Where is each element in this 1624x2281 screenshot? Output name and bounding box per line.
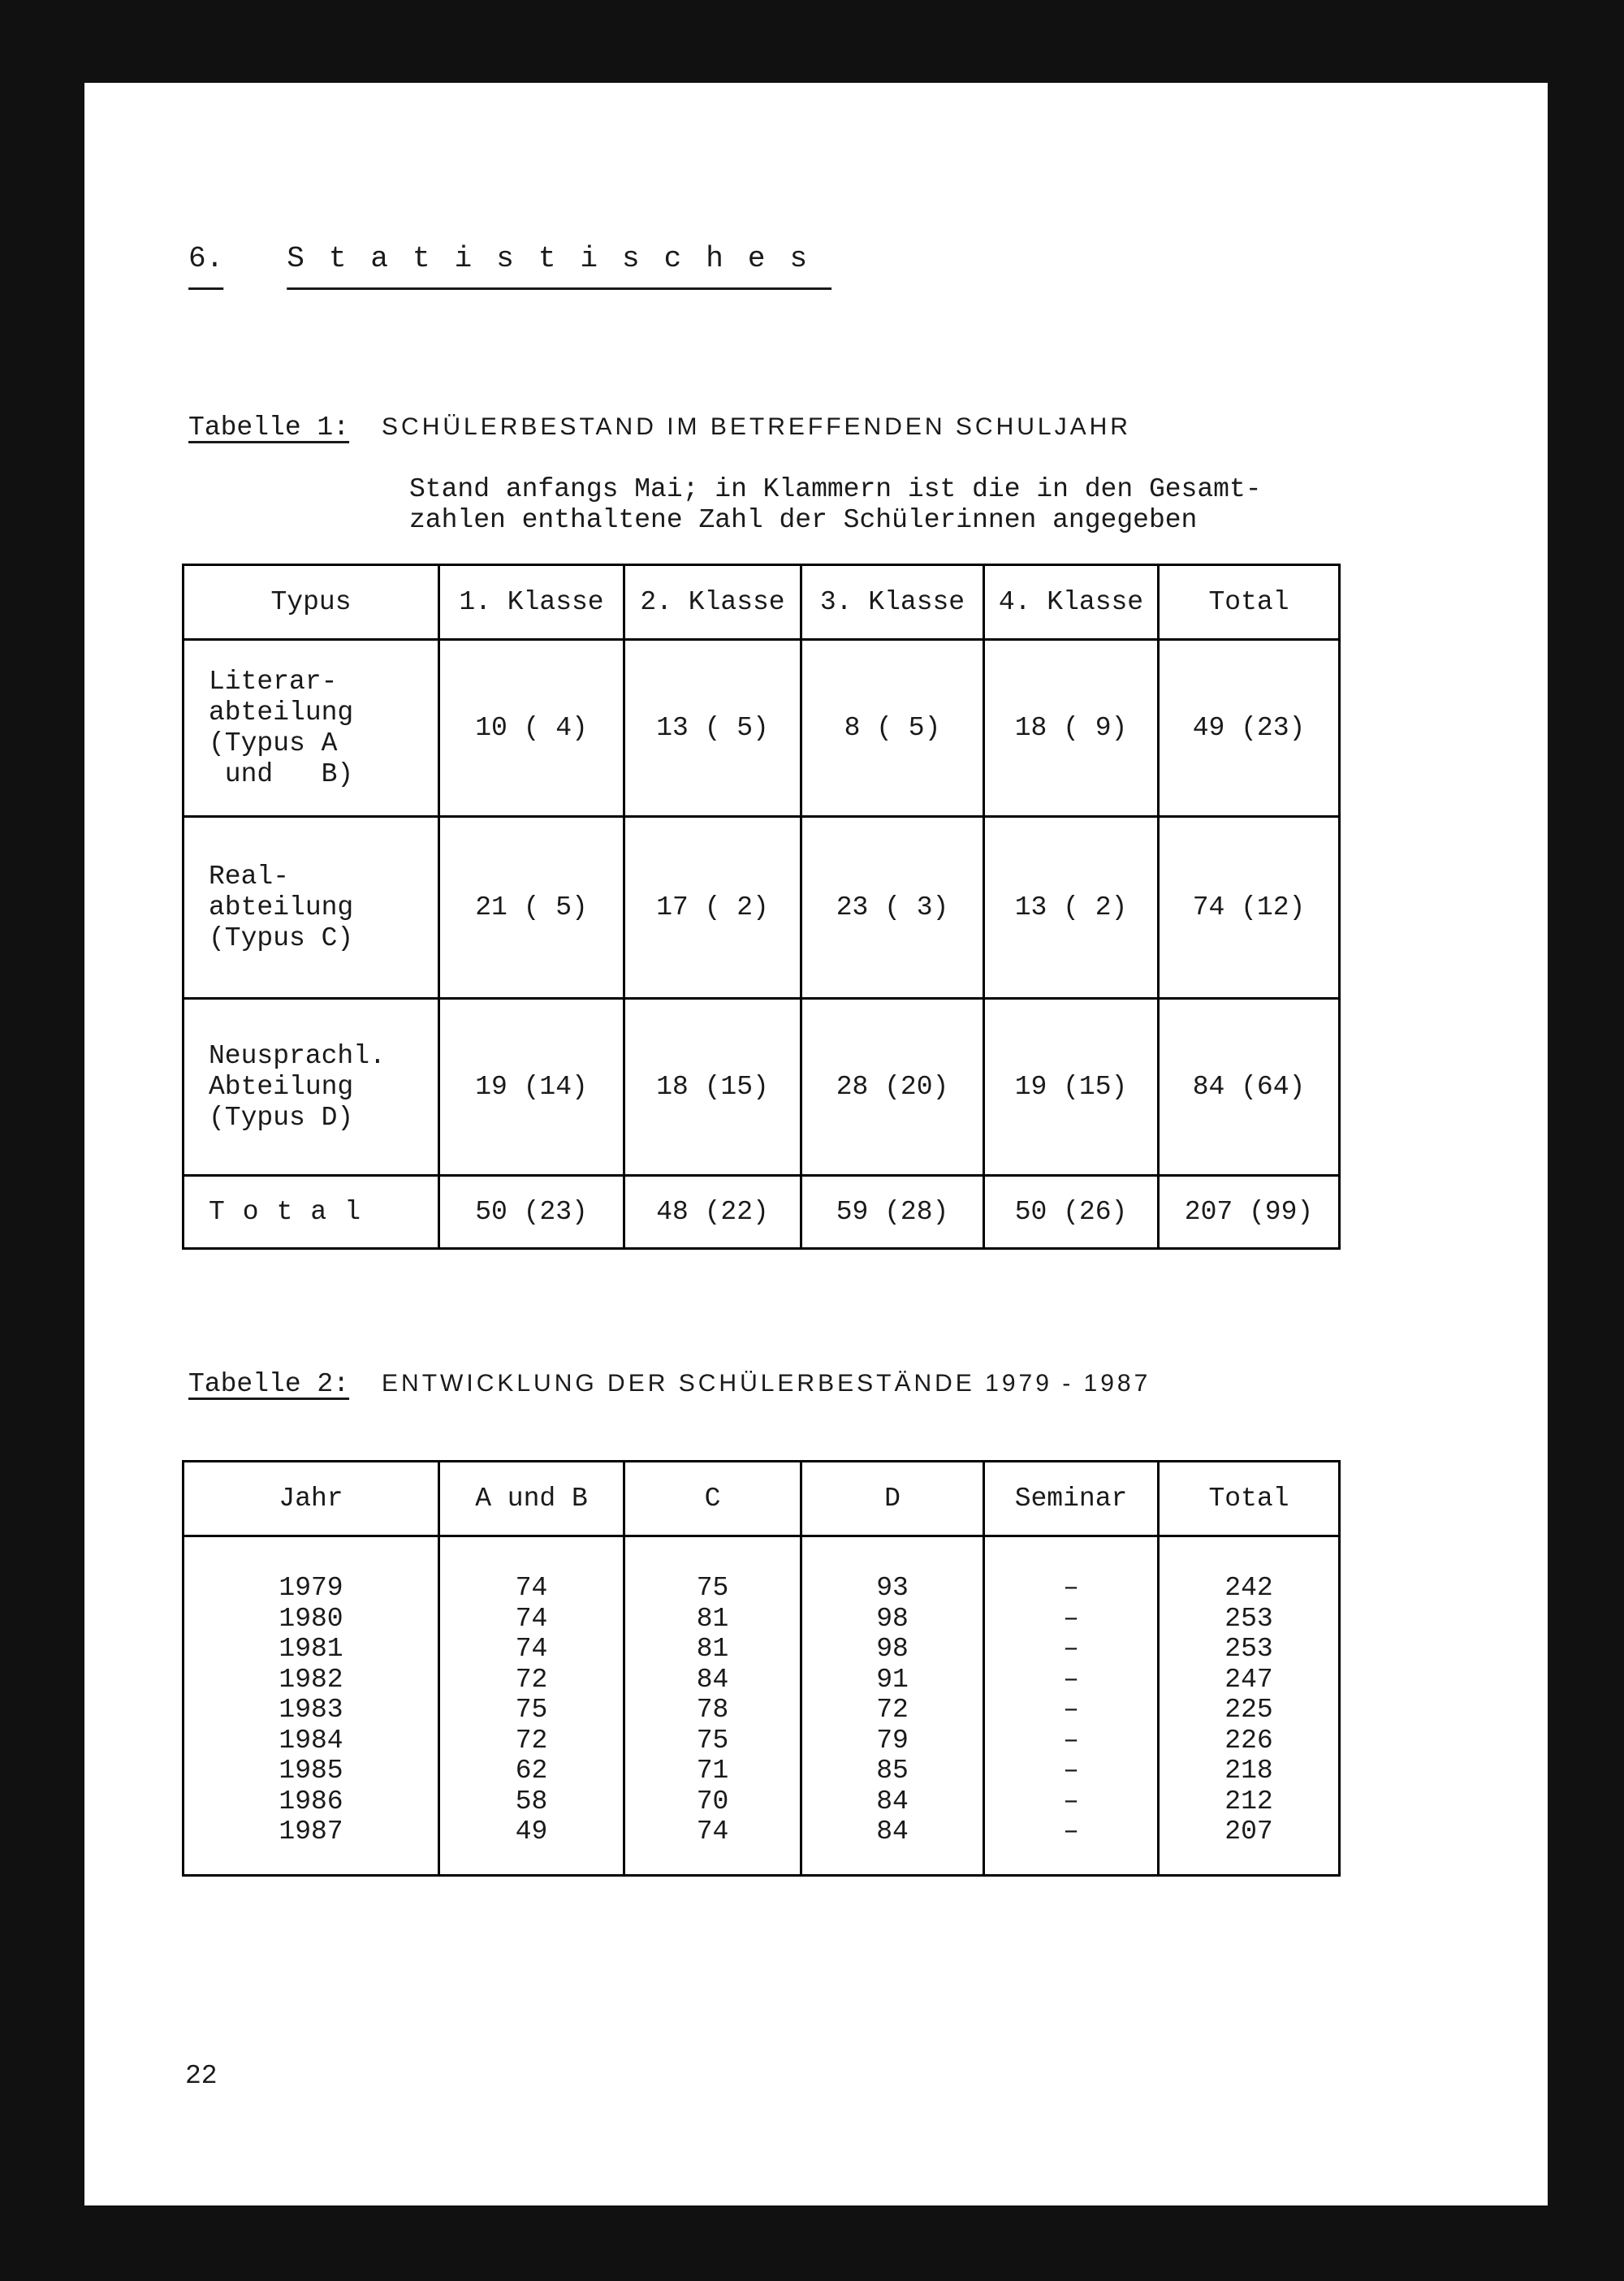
table2-cell: 62 — [515, 1756, 548, 1786]
page-number: 22 — [185, 2061, 218, 2091]
table2-header-a-und-b: A und B — [439, 1462, 624, 1536]
table1-header-klasse2: 2. Klasse — [624, 565, 801, 640]
table2-cell: – — [1063, 1664, 1079, 1695]
table1-total-cell: 50 (26) — [984, 1176, 1159, 1249]
table1-row-neusprachl — [184, 999, 1340, 1176]
table1-row-real — [184, 817, 1340, 999]
table2-cell: 74 — [515, 1603, 548, 1634]
table2-col-d — [801, 1536, 984, 1876]
table2-cell: 84 — [696, 1664, 729, 1695]
table1-header-total: Total — [1159, 565, 1340, 640]
table2-cell: – — [1063, 1725, 1079, 1756]
table1-title: SCHÜLERBESTAND IM BETREFFENDEN SCHULJAHR — [382, 413, 1131, 440]
table1-cell: 19 (15) — [984, 999, 1159, 1176]
table2-cell: 98 — [876, 1603, 909, 1634]
table2-cell: 81 — [696, 1603, 729, 1634]
table2-cell: 84 — [876, 1817, 909, 1847]
table1-header-klasse3: 3. Klasse — [801, 565, 984, 640]
table2-col-a-und-b — [439, 1536, 624, 1876]
table2-cell: 1986 — [279, 1786, 343, 1817]
section-number: 6. — [188, 242, 224, 275]
table2-cell: 225 — [1224, 1695, 1273, 1725]
table2-cell: 91 — [876, 1664, 909, 1695]
table2-cell: – — [1063, 1603, 1079, 1634]
table1-cell: 19 (14) — [439, 999, 624, 1176]
table1-cell: 23 ( 3) — [801, 817, 984, 999]
table2-body-row — [184, 1536, 1340, 1876]
table2-cell: 1984 — [279, 1725, 343, 1756]
table1-cell: 84 (64) — [1159, 999, 1340, 1176]
table2-cell: 72 — [876, 1695, 909, 1725]
table1-cell: 28 (20) — [801, 999, 984, 1176]
table2-cell: 98 — [876, 1634, 909, 1664]
table1-caption — [188, 413, 1131, 443]
table1-cell: 18 (15) — [624, 999, 801, 1176]
table2-cell: – — [1063, 1756, 1079, 1786]
typus-line: (Typus A — [209, 728, 338, 758]
table1-note-line2: zahlen enthaltene Zahl der Schülerinnen angegeben — [409, 505, 1198, 535]
table2-cell: 1987 — [279, 1817, 343, 1847]
table2-label: Tabelle 2: — [188, 1369, 350, 1399]
table1-typus-cell — [184, 640, 439, 817]
table2-cell: 74 — [515, 1573, 548, 1603]
table1-cell: 49 (23) — [1159, 640, 1340, 817]
table2-cell: 72 — [515, 1725, 548, 1756]
typus-line: Real- — [209, 861, 290, 892]
table2-cell: – — [1063, 1573, 1079, 1603]
table2-cell: 253 — [1224, 1634, 1273, 1664]
table1-typus-cell — [184, 817, 439, 999]
table1-note — [409, 474, 1262, 536]
table2-cell: 70 — [696, 1786, 729, 1817]
table2 — [182, 1460, 1341, 1877]
table2-cell: 72 — [515, 1664, 548, 1695]
table1-total-label: Total — [184, 1176, 439, 1249]
table2-cell: – — [1063, 1695, 1079, 1725]
table2-cell: 1983 — [279, 1695, 343, 1725]
table2-col-jahr — [184, 1536, 439, 1876]
table2-col-total — [1159, 1536, 1340, 1876]
table2-cell: 1981 — [279, 1634, 343, 1664]
table2-cell: 74 — [696, 1817, 729, 1847]
table2-header-jahr: Jahr — [184, 1462, 439, 1536]
table1-header-klasse1: 1. Klasse — [439, 565, 624, 640]
section-heading — [188, 242, 831, 275]
table2-cell: 71 — [696, 1756, 729, 1786]
table1-cell: 13 ( 5) — [624, 640, 801, 817]
table2-cell: 75 — [696, 1573, 729, 1603]
table2-cell: 75 — [515, 1695, 548, 1725]
section-title: Statistisches — [287, 242, 832, 275]
table1-header-klasse4: 4. Klasse — [984, 565, 1159, 640]
table1-cell: 13 ( 2) — [984, 817, 1159, 999]
table2-header-total: Total — [1159, 1462, 1340, 1536]
table2-cell: 207 — [1224, 1817, 1273, 1847]
table1 — [182, 564, 1341, 1250]
table2-cell: 58 — [515, 1786, 548, 1817]
table2-header-c: C — [624, 1462, 801, 1536]
typus-line: (Typus D) — [209, 1102, 354, 1133]
table1-cell: 10 ( 4) — [439, 640, 624, 817]
table2-cell: 1980 — [279, 1603, 343, 1634]
table1-cell: 8 ( 5) — [801, 640, 984, 817]
table2-cell: 247 — [1224, 1664, 1273, 1695]
typus-line: abteilung — [209, 697, 354, 728]
typus-line: Neusprachl. — [209, 1040, 386, 1071]
typus-line: und B) — [209, 758, 354, 789]
table2-cell: 79 — [876, 1725, 909, 1756]
table2-cell: 218 — [1224, 1756, 1273, 1786]
table1-cell: 18 ( 9) — [984, 640, 1159, 817]
table1-total-cell: 59 (28) — [801, 1176, 984, 1249]
table2-col-seminar — [984, 1536, 1159, 1876]
table1-header-typus: Typus — [184, 565, 439, 640]
table1-cell: 21 ( 5) — [439, 817, 624, 999]
table1-cell: 74 (12) — [1159, 817, 1340, 999]
typus-line: Abteilung — [209, 1071, 354, 1102]
table2-header-row — [184, 1462, 1340, 1536]
table2-title: ENTWICKLUNG DER SCHÜLERBESTÄNDE 1979 - 1987 — [382, 1370, 1151, 1397]
table2-cell: 1985 — [279, 1756, 343, 1786]
table1-note-line1: Stand anfangs Mai; in Klammern ist die in den Gesamt- — [409, 474, 1262, 504]
table2-cell: 93 — [876, 1573, 909, 1603]
table1-header-row — [184, 565, 1340, 640]
table2-cell: 75 — [696, 1725, 729, 1756]
table2-cell: 242 — [1224, 1573, 1273, 1603]
table2-cell: 1979 — [279, 1573, 343, 1603]
table2-header-d: D — [801, 1462, 984, 1536]
table2-col-c — [624, 1536, 801, 1876]
table2-cell: 49 — [515, 1817, 548, 1847]
table2-cell: – — [1063, 1817, 1079, 1847]
table1-label: Tabelle 1: — [188, 413, 350, 443]
table2-cell: 81 — [696, 1634, 729, 1664]
table2-cell: 1982 — [279, 1664, 343, 1695]
table1-total-cell: 207 (99) — [1159, 1176, 1340, 1249]
table2-cell: 212 — [1224, 1786, 1273, 1817]
table2-cell: – — [1063, 1786, 1079, 1817]
document-page — [84, 83, 1548, 2205]
table2-caption — [188, 1369, 1151, 1399]
table1-row-literar — [184, 640, 1340, 817]
table1-typus-cell — [184, 999, 439, 1176]
table2-cell: 85 — [876, 1756, 909, 1786]
typus-line: Literar- — [209, 666, 338, 697]
typus-line: (Typus C) — [209, 922, 354, 953]
typus-line: abteilung — [209, 892, 354, 922]
table1-cell: 17 ( 2) — [624, 817, 801, 999]
table2-cell: 226 — [1224, 1725, 1273, 1756]
table1-total-cell: 50 (23) — [439, 1176, 624, 1249]
table2-cell: – — [1063, 1634, 1079, 1664]
table1-total-row — [184, 1176, 1340, 1249]
table2-cell: 78 — [696, 1695, 729, 1725]
table2-cell: 74 — [515, 1634, 548, 1664]
table1-total-cell: 48 (22) — [624, 1176, 801, 1249]
table2-header-seminar: Seminar — [984, 1462, 1159, 1536]
table2-cell: 84 — [876, 1786, 909, 1817]
table2-cell: 253 — [1224, 1603, 1273, 1634]
